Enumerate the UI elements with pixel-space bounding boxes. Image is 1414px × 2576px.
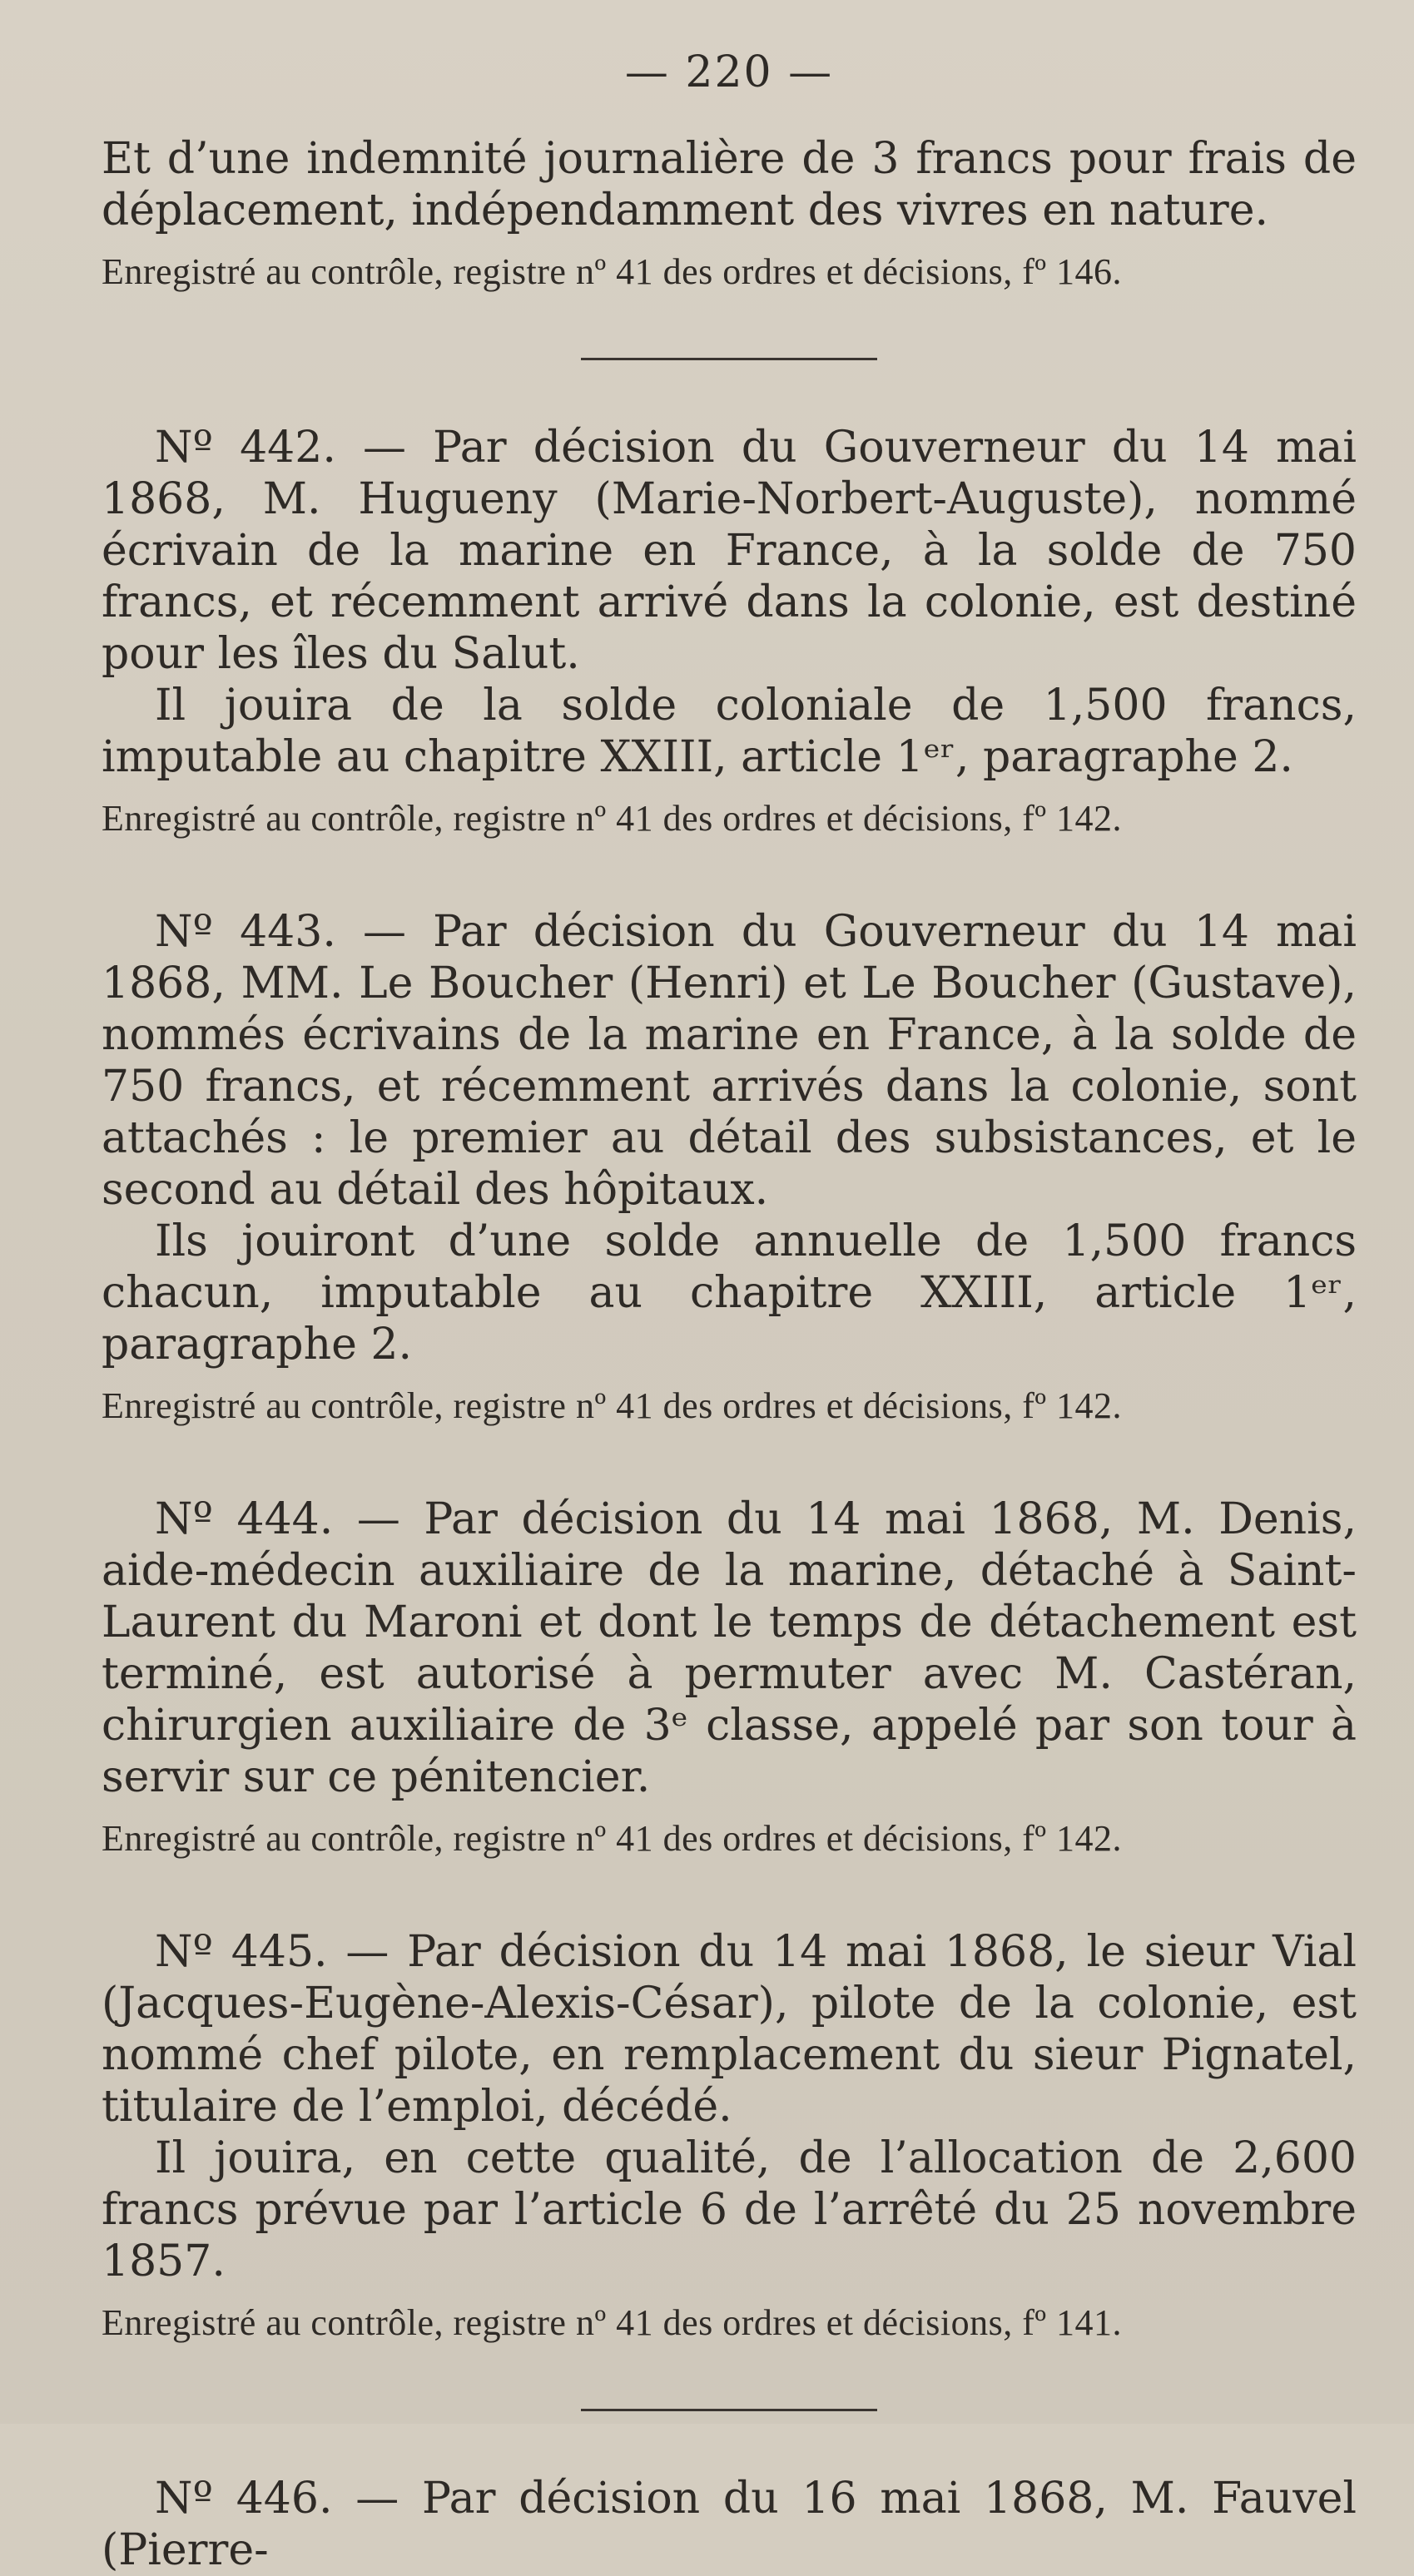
spacer — [102, 1430, 1357, 1494]
section-divider — [581, 358, 877, 360]
registration-note: Enregistré au contrôle, registre nº 41 des ordres et décisions, fº 142. — [102, 1385, 1122, 1426]
decision-paragraph: Nº 444. — Par décision du 14 mai 1868, M. Denis, aide-médecin auxiliaire de la marine, détaché à Saint-Laurent du Maroni et dont le temps de détachement est terminé, est autorisé à permuter avec M. Castéran, chirurgien auxiliaire de 3ᵉ classe, appelé par son tour à servir sur ce pénitencier. — [102, 1494, 1357, 1802]
section-divider — [581, 2409, 877, 2411]
spacer — [102, 843, 1357, 906]
decision-paragraph: Il jouira, en cette qualité, de l’allocation de 2,600 francs prévue par l’article 6 de l’arrêté du 25 novembre 1857. — [102, 2133, 1357, 2286]
page-content — [102, 43, 1357, 2576]
registration-note: Enregistré au contrôle, registre nº 41 des ordres et décisions, fº 142. — [102, 798, 1122, 839]
decision-paragraph: Ils jouiront d’une solde annuelle de 1,500 francs chacun, imputable au chapitre XXIII, article 1ᵉʳ, paragraphe 2. — [102, 1216, 1357, 1370]
registration-note: Enregistré au contrôle, registre nº 41 des ordres et décisions, fº 141. — [102, 2302, 1122, 2343]
registration-note: Enregistré au contrôle, registre nº 41 des ordres et décisions, fº 146. — [102, 251, 1122, 292]
decision-442 — [102, 422, 1357, 843]
page-number: — 220 — — [624, 47, 834, 97]
registration-note: Enregistré au contrôle, registre nº 41 des ordres et décisions, fº 142. — [102, 1818, 1122, 1859]
continuation-text: Et d’une indemnité journalière de 3 francs pour frais de déplacement, indépendamment des vivres en nature. — [102, 134, 1357, 235]
decision-443 — [102, 906, 1357, 1430]
decision-paragraph: Nº 445. — Par décision du 14 mai 1868, le sieur Vial (Jacques-Eugène-Alexis-César), pilote de la colonie, est nommé chef pilote, en remplacement du sieur Pignatel, titulaire de l’emploi, décédé. — [102, 1927, 1357, 2132]
decision-445 — [102, 1926, 1357, 2347]
spacer — [102, 1863, 1357, 1926]
decision-paragraph: Il jouira de la solde coloniale de 1,500 francs, imputable au chapitre XXIII, article 1ᵉʳ, paragraphe 2. — [102, 681, 1357, 782]
decision-paragraph: Nº 442. — Par décision du Gouverneur du 14 mai 1868, M. Hugueny (Marie-Norbert-Auguste), nommé écrivain de la marine en France, à la solde de 750 francs, et récemment arrivé dans la colonie, est destiné pour les îles du Salut. — [102, 423, 1357, 679]
decision-444 — [102, 1494, 1357, 1863]
decision-paragraph: Nº 443. — Par décision du Gouverneur du 14 mai 1868, MM. Le Boucher (Henri) et Le Boucher (Gustave), nommés écrivains de la marine en France, à la solde de 750 francs, et récemment arrivés dans la colonie, sont attachés : le premier au détail des subsistances, et le second au détail des hôpitaux. — [102, 907, 1357, 1215]
decision-446-start: Nº 446. — Par décision du 16 mai 1868, M. Fauvel (Pierre- — [102, 2474, 1357, 2575]
